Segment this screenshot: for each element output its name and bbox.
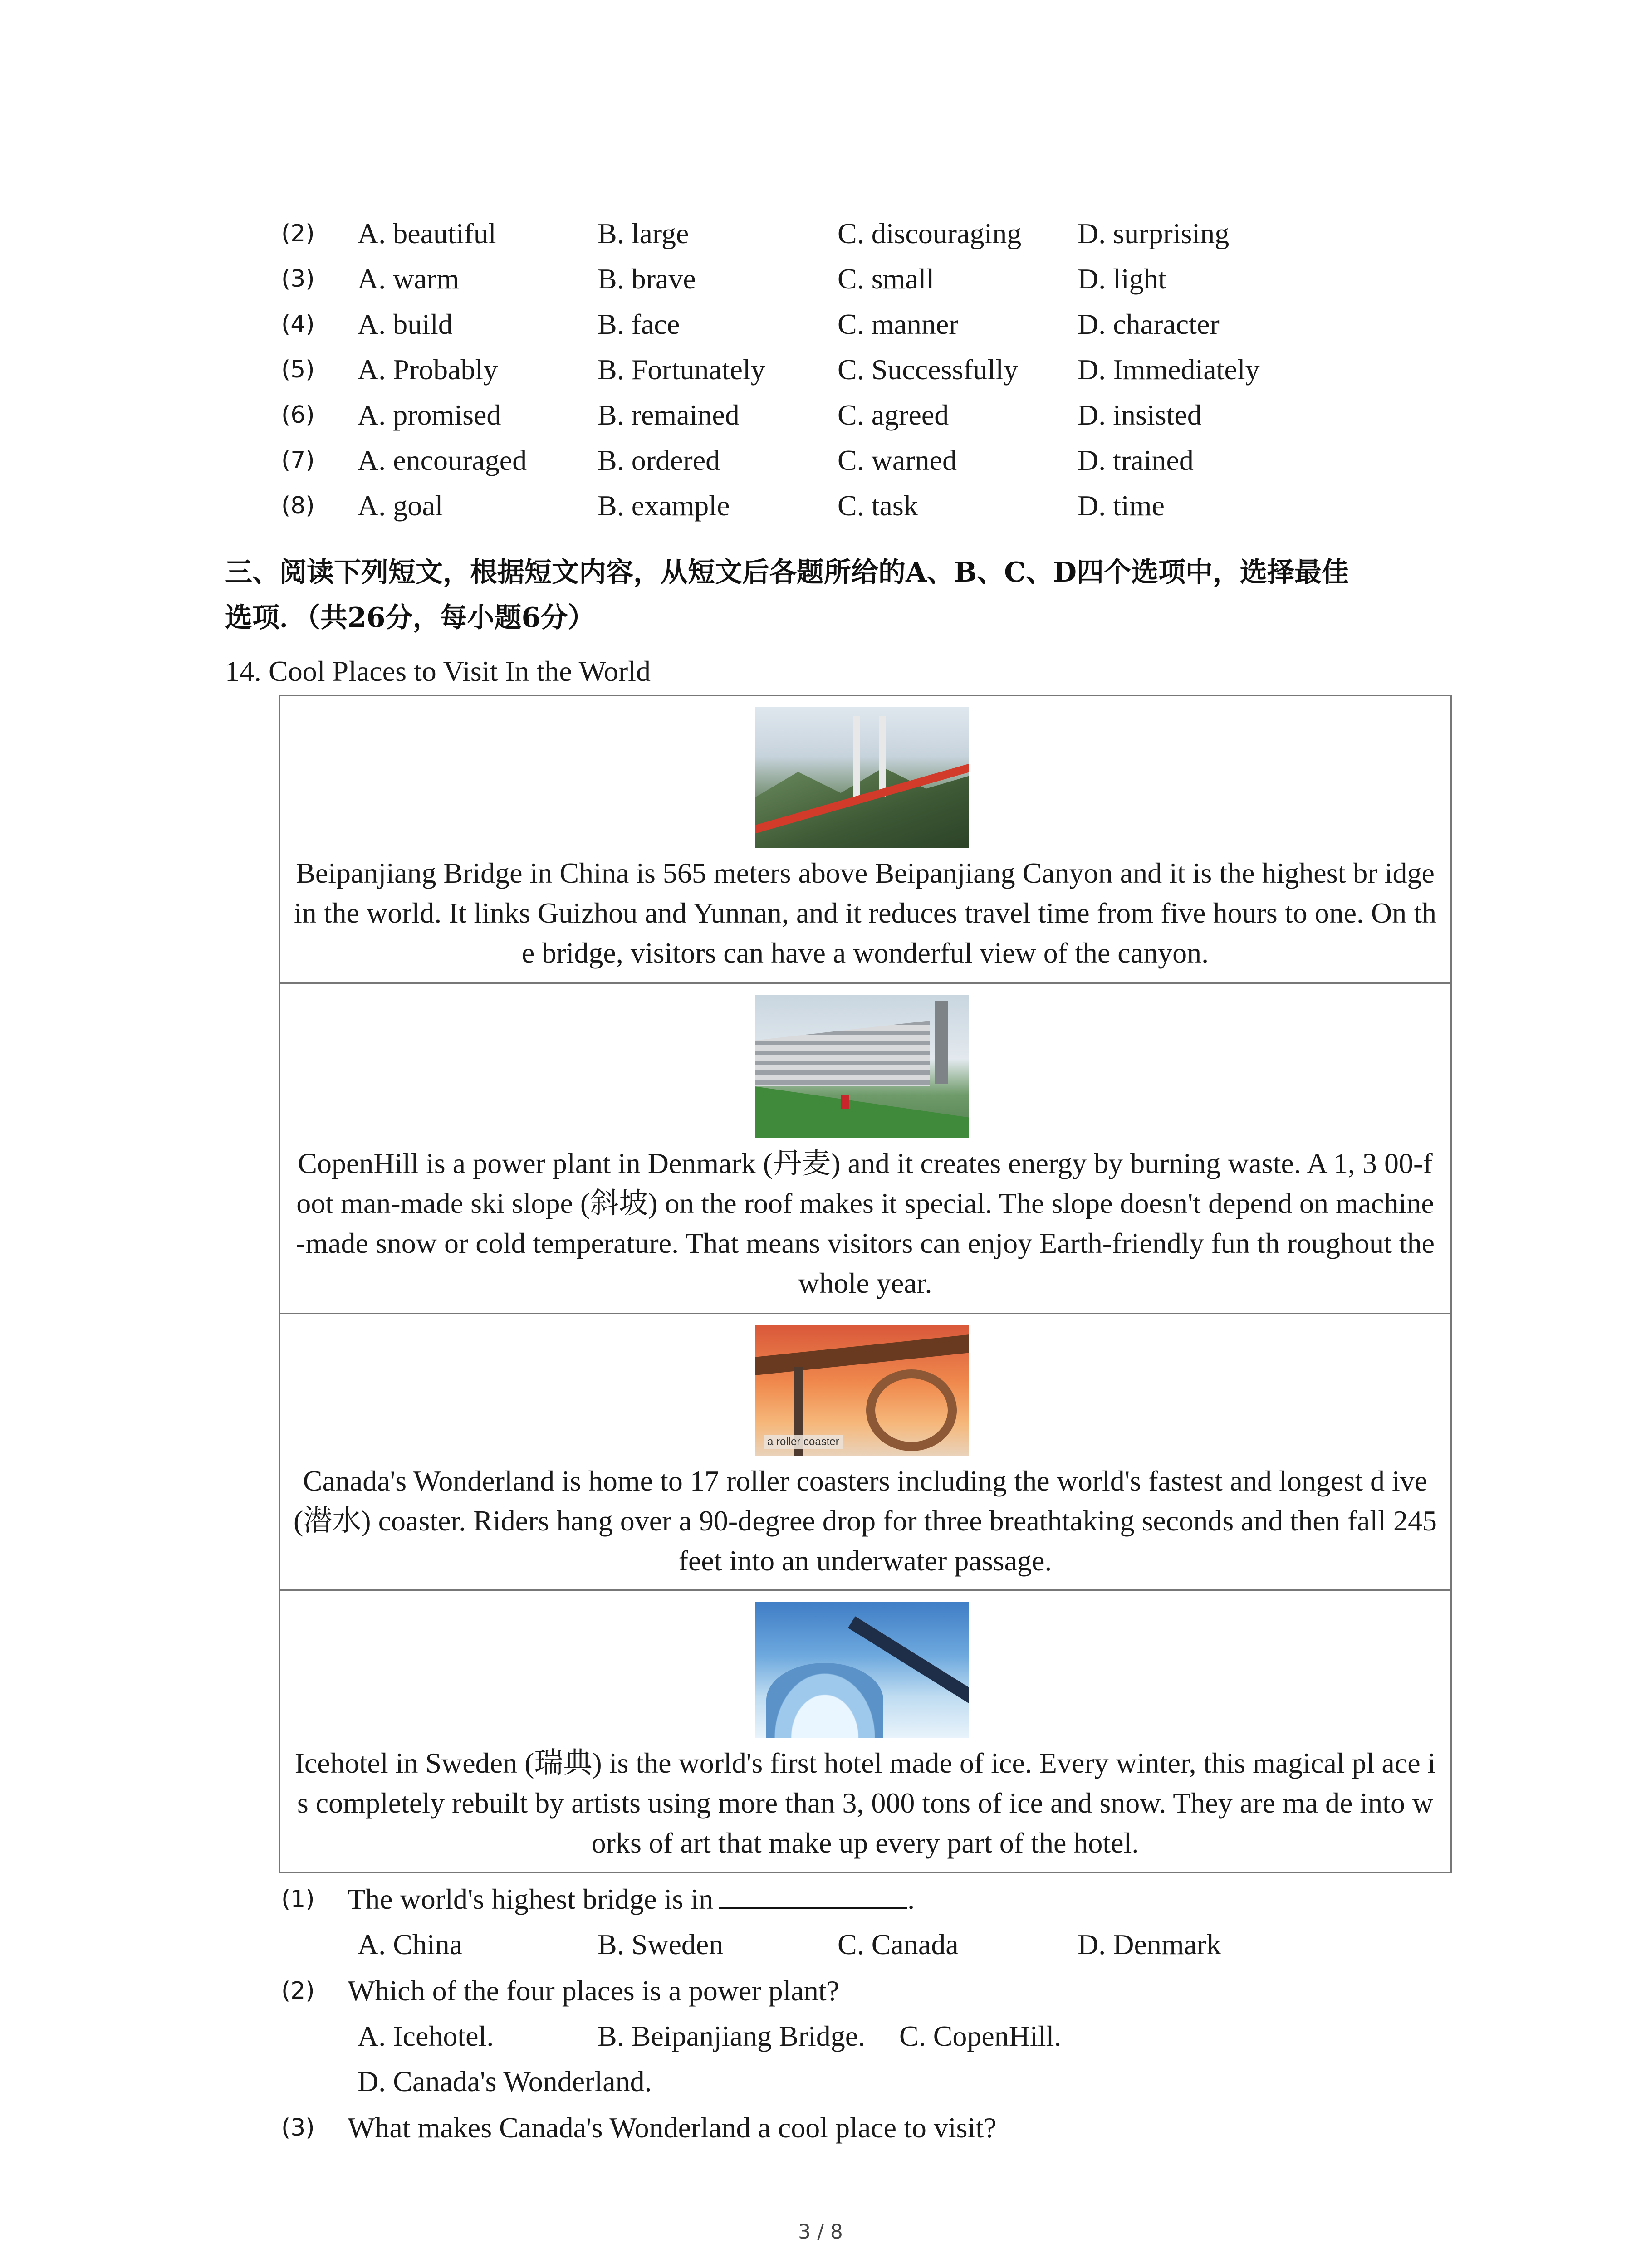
question-stem [348,1879,915,1920]
places-table [279,695,1452,1873]
option-b: B. brave [598,263,696,295]
option-b: B. Fortunately [598,353,765,386]
question-number: (3) [281,265,315,293]
option-c: C. Canada [838,1928,959,1960]
question-number: (5) [281,356,315,383]
option-a: A. encouraged [358,444,527,476]
option-d: D. trained [1078,444,1194,476]
place-cell-icehotel [280,1591,1450,1873]
option-c: C. CopenHill. [899,2020,1062,2052]
option-a: A. goal [358,489,443,522]
section-heading-line2: 选项．（共26分，每小题6分） [225,602,595,634]
option-c: C. Successfully [838,353,1019,386]
page-number: 3 / 8 [798,2220,843,2244]
roller-coaster-image [755,1325,969,1456]
question-number: (4) [281,311,315,338]
question-stem: What makes Canada's Wonderland a cool place to visit? [348,2112,997,2144]
place-description: Icehotel in Sweden (瑞典) is the world's first hotel made of ice. Every winter, this magical pl ace is completely rebuilt by artists using more than 3, 000 tons of ice and snow. They are ma de into works of art that make up every part of the hotel. [294,1747,1436,1859]
option-c: C. manner [838,308,959,340]
place-description: Canada's Wonderland is home to 17 roller coasters including the world's fastest and longest d ive (潜水) coaster. Riders hang over a 90-degree drop for three breathtaking seconds and then fall 245 feet into an underwater passage. [294,1465,1437,1577]
option-a: A. Probably [358,353,498,386]
section-heading [225,550,1450,640]
option-a: A. build [358,308,453,340]
option-c: C. small [838,263,935,295]
option-d: D. Denmark [1078,1928,1221,1960]
section-heading-line1: 三、阅读下列短文，根据短文内容，从短文后各题所给的A、B、C、D四个选项中，选择最佳 [225,557,1349,588]
option-c: C. task [838,489,918,522]
option-d: D. insisted [1078,399,1202,431]
bridge-image [755,707,969,848]
question-number: (1) [281,1886,315,1913]
option-b: B. large [598,217,689,249]
stem-end: . [907,1883,915,1915]
option-a: A. promised [358,399,501,431]
place-description: Beipanjiang Bridge in China is 565 meters above Beipanjiang Canyon and it is the highest br idge in the world. It links Guizhou and Yunnan, and it reduces travel time from five hours to one. On the bridge, visitors can have a wonderful view of the canyon. [294,857,1436,969]
option-b: B. example [598,489,730,522]
option-a: A. Icehotel. [358,2020,494,2052]
question-stem: Which of the four places is a power plant? [348,1975,840,2007]
place-cell-copenhill [280,984,1450,1314]
option-d: D. character [1078,308,1220,340]
question-number: (7) [281,447,315,474]
question-number: (6) [281,401,315,429]
question-number: (8) [281,492,315,519]
option-a: A. warm [358,263,459,295]
question-number: (2) [281,220,315,247]
option-b: B. Beipanjiang Bridge. [598,2020,866,2052]
option-b: B. Sweden [598,1928,724,1960]
question-title: 14. Cool Places to Visit In the World [225,655,651,687]
question-number: (2) [281,1977,315,2004]
option-d: D. light [1078,263,1166,295]
option-c: C. discouraging [838,217,1022,249]
question-number: (3) [281,2114,315,2141]
option-b: B. face [598,308,680,340]
place-description: CopenHill is a power plant in Denmark (丹麦) and it creates energy by burning waste. A 1, 3 00-foot man-made ski slope (斜坡) on the roof makes it special. The slope doesn't depend on machine-made snow or cold temperature. That means visitors can enjoy Earth-friendly fun th roughout the whole year. [295,1147,1435,1299]
option-d: D. time [1078,489,1165,522]
option-a: A. beautiful [358,217,496,249]
option-c: C. warned [838,444,957,476]
image-caption: a roller coaster [764,1435,843,1449]
option-d: D. surprising [1078,217,1230,249]
option-c: C. agreed [838,399,949,431]
answer-blank [719,1880,907,1909]
place-cell-beipanjiang [280,696,1450,984]
power-plant-image [755,995,969,1138]
option-d: D. Canada's Wonderland. [358,2065,652,2097]
icehotel-image [755,1602,969,1738]
option-d: D. Immediately [1078,353,1260,386]
option-b: B. remained [598,399,740,431]
option-b: B. ordered [598,444,720,476]
option-a: A. China [358,1928,463,1960]
stem-text: The world's highest bridge is in [348,1883,714,1915]
place-cell-wonderland [280,1314,1450,1591]
